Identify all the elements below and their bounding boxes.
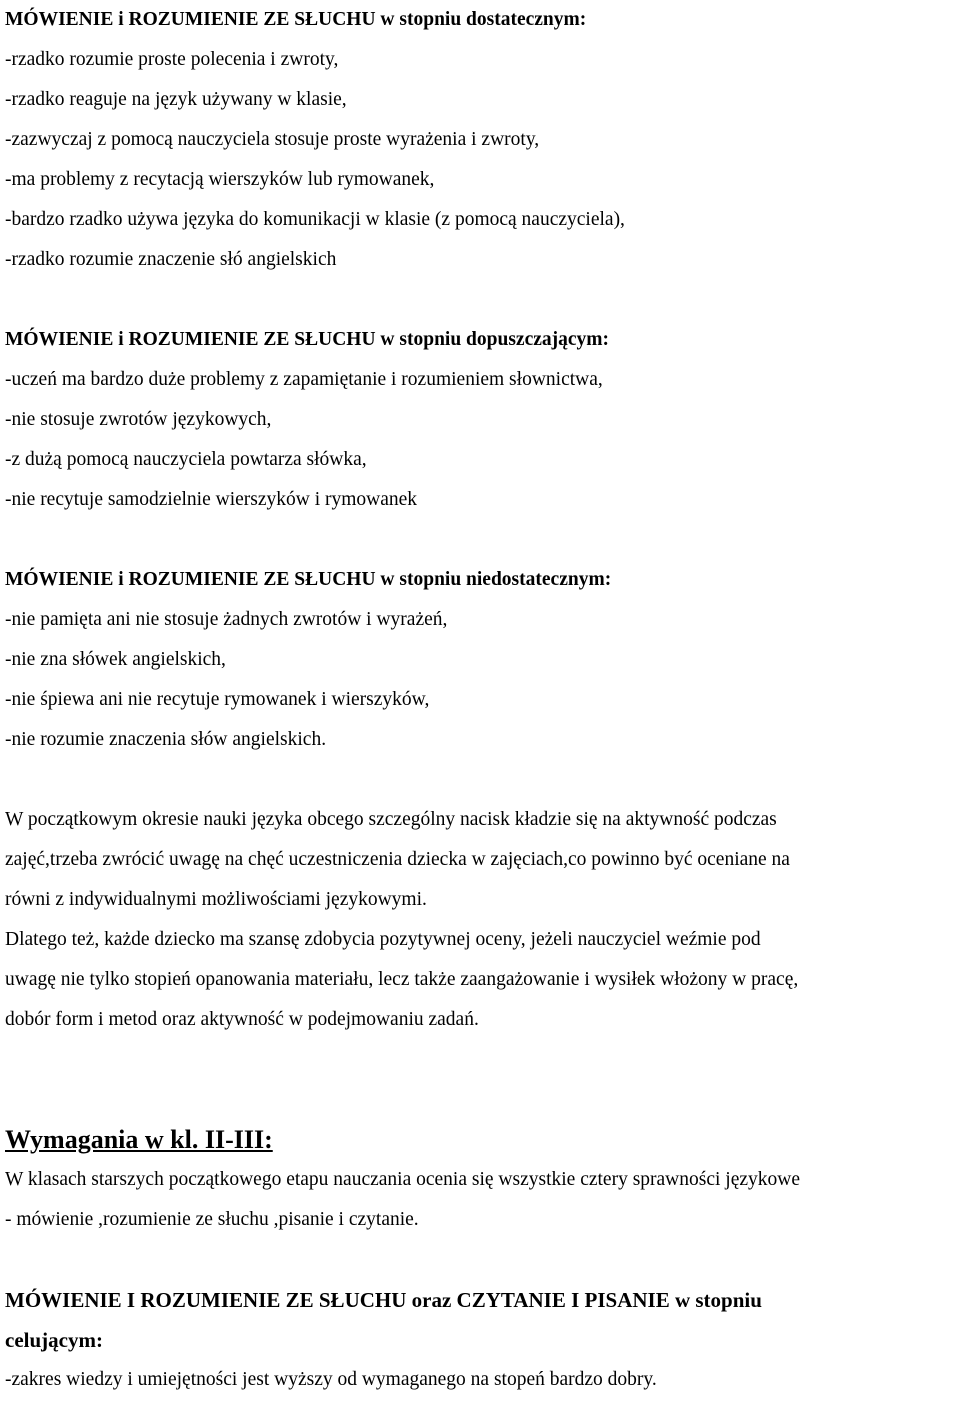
paragraph-line: Dlatego też, każde dziecko ma szansę zdobycia pozytywnej oceny, jeżeli nauczyciel weźmie pod xyxy=(5,929,761,950)
list-item: -nie stosuje zwrotów językowych, xyxy=(5,409,272,430)
list-item: -nie recytuje samodzielnie wierszyków i rymowanek xyxy=(5,489,418,510)
list-item: -uczeń ma bardzo duże problemy z zapamiętanie i rozumieniem słownictwa, xyxy=(5,369,603,390)
spacer xyxy=(5,1240,959,1280)
section-heading: MÓWIENIE i ROZUMIENIE ZE SŁUCHU w stopniu dostatecznym: xyxy=(5,9,587,30)
section-niedostateczny xyxy=(5,560,959,760)
list-item: -zazwyczaj z pomocą nauczyciela stosuje proste wyrażenia i zwroty, xyxy=(5,129,540,150)
spacer xyxy=(5,520,959,560)
paragraph-activity xyxy=(5,800,959,920)
list-item: -ma problemy z recytacją wierszyków lub rymowanek, xyxy=(5,169,435,190)
list-item: -nie śpiewa ani nie recytuje rymowanek i wierszyków, xyxy=(5,689,430,710)
paragraph-grading xyxy=(5,920,959,1040)
list-item: -z dużą pomocą nauczyciela powtarza słówka, xyxy=(5,449,367,470)
section-dopuszczajacy xyxy=(5,320,959,520)
list-item: -nie rozumie znaczenia słów angielskich. xyxy=(5,729,327,750)
paragraph-line: W początkowym okresie nauki języka obcego szczególny nacisk kładzie się na aktywność podczas xyxy=(5,809,777,830)
list-item: -bardzo rzadko używa języka do komunikacji w klasie (z pomocą nauczyciela), xyxy=(5,209,625,230)
section-heading: celującym: xyxy=(5,1328,103,1352)
section-heading: MÓWIENIE I ROZUMIENIE ZE SŁUCHU oraz CZYTANIE I PISANIE w stopniu xyxy=(5,1288,762,1312)
document-page xyxy=(5,0,959,1400)
section-dostateczny xyxy=(5,0,959,280)
spacer xyxy=(5,760,959,800)
list-item: -nie zna słówek angielskich, xyxy=(5,649,226,670)
section-title: Wymagania w kl. II-III: xyxy=(5,1125,273,1154)
spacer xyxy=(5,1080,959,1120)
spacer xyxy=(5,280,959,320)
paragraph-line: - mówienie ,rozumienie ze słuchu ,pisanie i czytanie. xyxy=(5,1209,419,1230)
paragraph-line: równi z indywidualnymi możliwościami językowymi. xyxy=(5,889,427,910)
list-item: -rzadko reaguje na język używany w klasie, xyxy=(5,89,347,110)
intro-paragraph xyxy=(5,1160,959,1240)
paragraph-line: dobór form i metod oraz aktywność w podejmowaniu zadań. xyxy=(5,1009,479,1030)
paragraph-line: uwagę nie tylko stopień opanowania materiału, lecz także zaangażowanie i wysiłek włożony w pracę, xyxy=(5,969,799,990)
section-heading: MÓWIENIE i ROZUMIENIE ZE SŁUCHU w stopniu niedostatecznym: xyxy=(5,569,612,590)
spacer xyxy=(5,1040,959,1080)
list-item: -rzadko rozumie znaczenie słó angielskich xyxy=(5,249,337,270)
list-item: -nie pamięta ani nie stosuje żadnych zwrotów i wyrażeń, xyxy=(5,609,448,630)
paragraph-line: W klasach starszych początkowego etapu nauczania ocenia się wszystkie cztery sprawności językowe xyxy=(5,1169,801,1190)
section-celujacy xyxy=(5,1280,959,1400)
paragraph-line: zajęć,trzeba zwrócić uwagę na chęć uczestniczenia dziecka w zajęciach,co powinno być oceniane na xyxy=(5,849,790,870)
list-item: -rzadko rozumie proste polecenia i zwroty, xyxy=(5,49,339,70)
list-item: -zakres wiedzy i umiejętności jest wyższy od wymaganego na stopeń bardzo dobry. xyxy=(5,1369,657,1390)
section-heading: MÓWIENIE i ROZUMIENIE ZE SŁUCHU w stopniu dopuszczającym: xyxy=(5,329,610,350)
